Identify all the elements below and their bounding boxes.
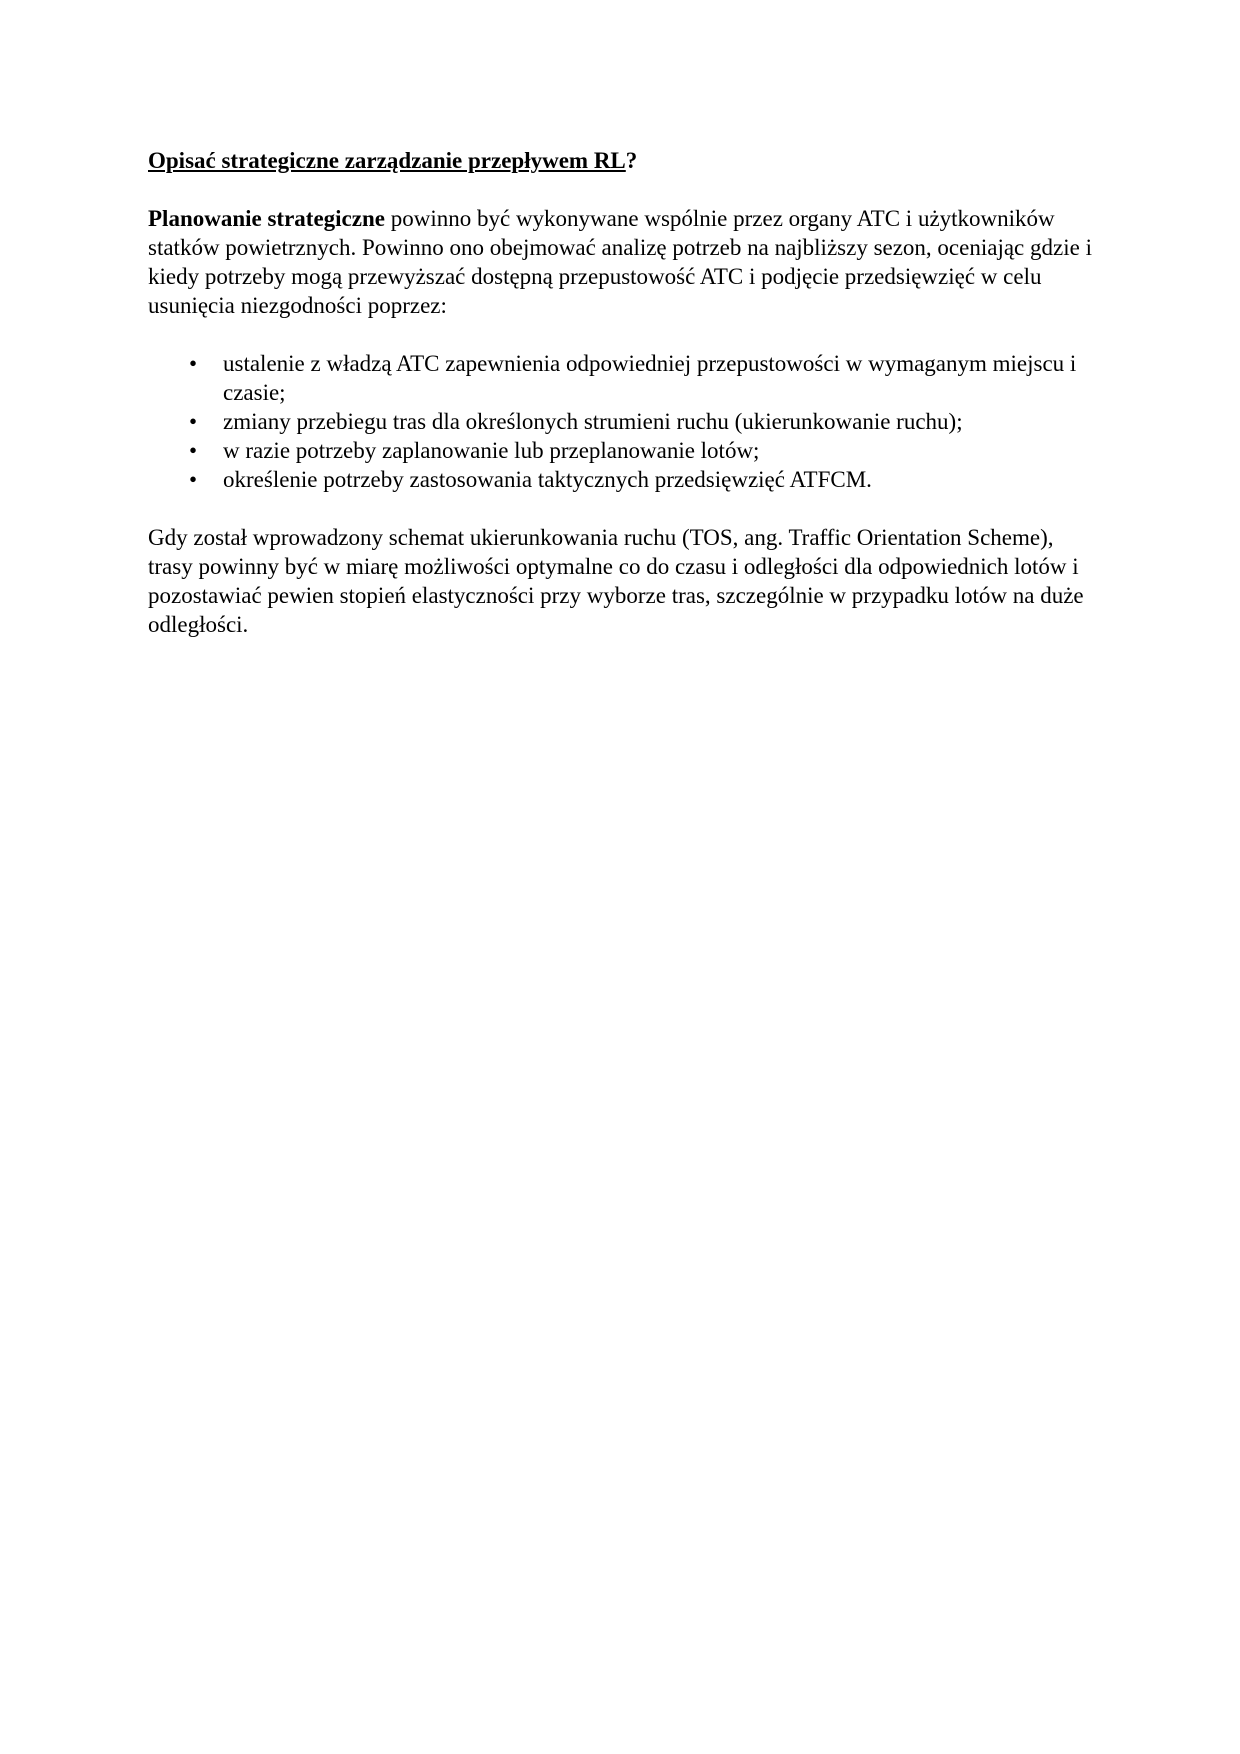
list-item [148,465,1093,494]
bullet-icon: • [188,467,198,492]
intro-text: powinno być wykonywane wspólnie przez organy ATC i użytkowników statków powietrznych. Powinno ono obejmować analizę potrzeb na najbliższy sezon, oceniając gdzie i kiedy potrzeby mogą przewyższać dostępną przepustowość ATC i podjęcie przedsięwzięć w celu usunięcia niezgodności poprzez: [148,206,1092,318]
list-item-text: określenie potrzeby zastosowania taktycznych przedsięwzięć ATFCM. [223,467,872,492]
bullet-icon: • [188,438,198,463]
intro-bold-term: Planowanie strategiczne [148,206,385,231]
list-item-text: zmiany przebiegu tras dla określonych strumieni ruchu (ukierunkowanie ruchu); [223,409,963,434]
intro-paragraph [148,204,1093,320]
list-item-text: w razie potrzeby zaplanowanie lub przeplanowanie lotów; [223,438,760,463]
list-item [148,407,1093,436]
list-item-text: ustalenie z władzą ATC zapewnienia odpowiedniej przepustowości w wymaganym miejscu i czasie; [223,351,1077,405]
list-item [148,349,1093,407]
document-title-question-mark: ? [625,148,638,173]
document-title-underlined: Opisać strategiczne zarządzanie przepływem RL [148,148,626,173]
document-body [148,146,1093,639]
bullet-list [148,349,1093,494]
bullet-icon: • [188,409,198,434]
list-item [148,436,1093,465]
bullet-icon: • [188,351,198,376]
closing-paragraph: Gdy został wprowadzony schemat ukierunkowania ruchu (TOS, ang. Traffic Orientation Scheme), trasy powinny być w miarę możliwości optymalne co do czasu i odległości dla odpowiednich lotów i pozostawiać pewien stopień elastyczności przy wyborze tras, szczególnie w przypadku lotów na duże odległości. [148,525,1084,637]
document-title [148,146,1093,175]
